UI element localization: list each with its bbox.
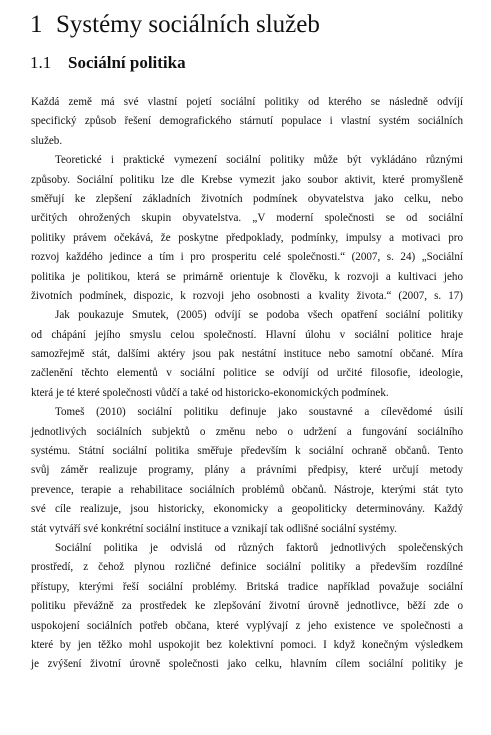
chapter-heading	[30, 8, 320, 42]
text-line: politiku převážně za prostředek ke zlepšování životní úrovně jednotlivce, běží zde o	[31, 600, 463, 613]
text-line: samozřejmě stát, dalšími aktéry jsou pak nestátní instituce nebo samotní občané. Míra	[31, 348, 463, 361]
text-line: své cíle realizuje, jsou historicky, ekonomicky a geopoliticky determinovány. Každý	[31, 503, 463, 516]
section-title: Sociální politika	[68, 53, 186, 72]
text-line: určitých ohrožených skupin obyvatelstva. „V moderní společnosti se od sociální	[31, 212, 463, 225]
text-line: začlenění těchto elementů v sociální politice se odvíjí od určité filosofie, ideologie,	[31, 367, 463, 380]
text-line: Tomeš (2010) sociální politiku definuje jako soustavné a cílevědomé úsilí	[55, 406, 463, 419]
text-line: politika je politikou, která se primárně orientuje k člověku, k rozvoji a kultivaci jeho	[31, 270, 463, 283]
text-line: politiky právem očekává, že poskytne předpoklady, podmínky, impulsy a motivaci pro	[31, 231, 463, 244]
text-line: svůj záměr realizuje programy, plány a právními předpisy, které určují metody	[31, 464, 463, 477]
text-line: Jak poukazuje Smutek, (2005) odvíjí se podoba všech opatření sociální politiky	[55, 309, 463, 322]
text-line: které by jen těžko mohl uspokojit bez kolektivní pomoci. I když konečným výsledkem	[31, 638, 463, 651]
chapter-number: 1	[30, 11, 43, 38]
text-line: směřují ke zlepšení základních životních podmínek obyvatelstva jako celku, nebo	[31, 192, 463, 205]
text-line: služeb.	[31, 134, 63, 147]
text-line: systému. Státní sociální politika směřuje především k sociální ochraně občanů. Tento	[31, 445, 463, 458]
text-line: životních podmínek, dispozic, k rozvoji jeho osobnosti a kvality života.“ (2007, s. 17)	[31, 289, 463, 302]
text-line: od chápání jejího smyslu celou společností. Hlavní úlohu v sociální politice hraje	[31, 328, 463, 341]
text-line: rozvoj každého jedince a tím i pro prosperitu celé společnosti.“ (2007, s. 24) „Sociální	[31, 251, 463, 264]
text-line: Každá země má své vlastní pojetí sociální politiky od kterého se následně odvíjí	[31, 96, 463, 108]
text-line: je zvýšení životní úrovně společnosti jako celku, hlavním cílem sociální politiky je	[31, 658, 463, 671]
text-line: Sociální politika je odvislá od různých faktorů jednotlivých společenských	[55, 541, 463, 554]
text-line: Teoretické i praktické vymezení sociální politiky může být vykládáno různými	[55, 154, 463, 167]
text-line: způsoby. Sociální politiku lze dle Krebse vymezit jako soubor aktivit, které promyšleně	[31, 173, 463, 186]
text-line: prostředí, z čehož plynou rozličné definice sociální politiky a především rozdílné	[31, 561, 463, 574]
section-heading	[30, 52, 186, 74]
text-line: uspokojení sociálních potřeb občana, které vyplývají z jeho existence ve společnosti a	[31, 619, 463, 632]
text-line: prevence, terapie a rehabilitace sociálních problémů občanů. Nástroje, kterými stát tyto	[31, 483, 463, 496]
text-line: stát vytváří své konkrétní sociální instituce a vznikají tak odlišné sociální systémy.	[31, 522, 397, 535]
text-line: přístupy, kterými řeší sociální problémy. Britská tradice například považuje sociální	[31, 580, 463, 593]
chapter-title: Systémy sociálních služeb	[56, 11, 320, 38]
section-number: 1.1	[30, 53, 52, 72]
text-line: jednotlivých sociálních subjektů o změnu nebo o udržení a fungování sociálního	[31, 425, 463, 438]
text-line: která je té které společnosti vůdčí a také od historicko-ekonomických podmínek.	[31, 386, 389, 399]
body-text	[31, 93, 463, 675]
text-line: specifický způsob řešení demografického stárnutí populace i vlastní systém sociálních	[31, 115, 463, 128]
